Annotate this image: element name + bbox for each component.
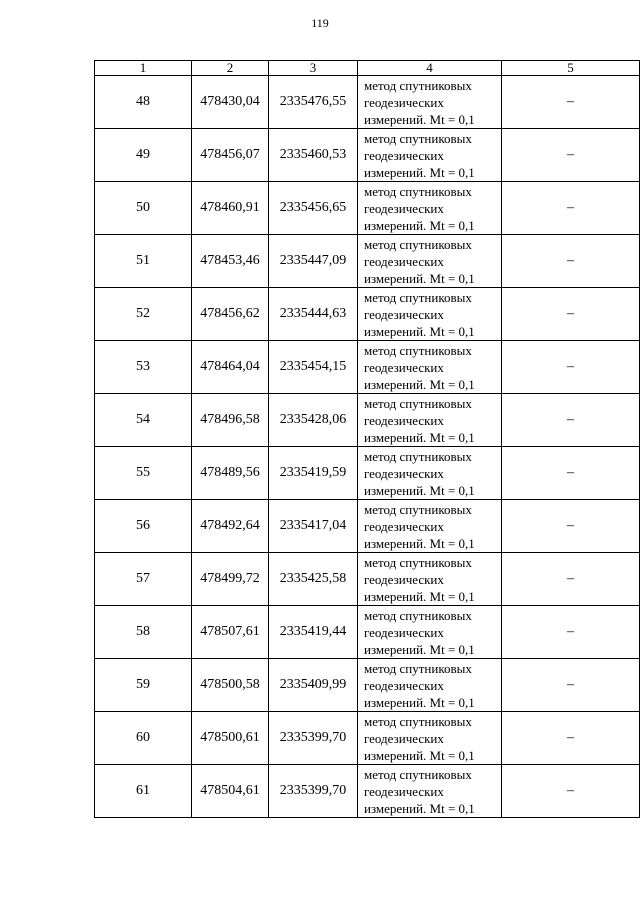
- note-cell: –: [502, 76, 640, 129]
- page-number: 119: [311, 16, 329, 30]
- point-number-cell: 57: [95, 553, 192, 606]
- note-cell: –: [502, 394, 640, 447]
- point-number-cell: 49: [95, 129, 192, 182]
- y-coordinate-cell: 2335454,15: [269, 341, 358, 394]
- y-coordinate-cell: 2335460,53: [269, 129, 358, 182]
- x-coordinate-cell: 478500,61: [192, 712, 269, 765]
- point-number-cell: 60: [95, 712, 192, 765]
- note-cell: –: [502, 182, 640, 235]
- method-cell: метод спутниковых геодезических измерений. Mt = 0,1: [358, 235, 502, 288]
- header-cell-5: 5: [502, 61, 640, 76]
- x-coordinate-cell: 478492,64: [192, 500, 269, 553]
- table-row: [95, 182, 640, 235]
- y-coordinate-cell: 2335419,59: [269, 447, 358, 500]
- method-cell: метод спутниковых геодезических измерений. Mt = 0,1: [358, 447, 502, 500]
- note-cell: –: [502, 288, 640, 341]
- table-row: [95, 553, 640, 606]
- point-number-cell: 53: [95, 341, 192, 394]
- method-cell: метод спутниковых геодезических измерений. Mt = 0,1: [358, 765, 502, 818]
- x-coordinate-cell: 478453,46: [192, 235, 269, 288]
- table-row: [95, 765, 640, 818]
- point-number-cell: 51: [95, 235, 192, 288]
- x-coordinate-cell: 478456,62: [192, 288, 269, 341]
- table-row: [95, 712, 640, 765]
- y-coordinate-cell: 2335447,09: [269, 235, 358, 288]
- note-cell: –: [502, 129, 640, 182]
- x-coordinate-cell: 478504,61: [192, 765, 269, 818]
- y-coordinate-cell: 2335399,70: [269, 712, 358, 765]
- x-coordinate-cell: 478496,58: [192, 394, 269, 447]
- method-cell: метод спутниковых геодезических измерений. Mt = 0,1: [358, 606, 502, 659]
- note-cell: –: [502, 553, 640, 606]
- method-cell: метод спутниковых геодезических измерений. Mt = 0,1: [358, 553, 502, 606]
- table-header-row: [95, 61, 640, 76]
- y-coordinate-cell: 2335456,65: [269, 182, 358, 235]
- table-row: [95, 76, 640, 129]
- header-cell-4: 4: [358, 61, 502, 76]
- header-cell-1: 1: [95, 61, 192, 76]
- note-cell: –: [502, 235, 640, 288]
- table-row: [95, 447, 640, 500]
- y-coordinate-cell: 2335444,63: [269, 288, 358, 341]
- note-cell: –: [502, 500, 640, 553]
- table-row: [95, 394, 640, 447]
- header-cell-2: 2: [192, 61, 269, 76]
- method-cell: метод спутниковых геодезических измерений. Mt = 0,1: [358, 129, 502, 182]
- x-coordinate-cell: 478460,91: [192, 182, 269, 235]
- note-cell: –: [502, 659, 640, 712]
- x-coordinate-cell: 478430,04: [192, 76, 269, 129]
- x-coordinate-cell: 478507,61: [192, 606, 269, 659]
- table-row: [95, 341, 640, 394]
- method-cell: метод спутниковых геодезических измерений. Mt = 0,1: [358, 500, 502, 553]
- y-coordinate-cell: 2335417,04: [269, 500, 358, 553]
- point-number-cell: 61: [95, 765, 192, 818]
- note-cell: –: [502, 341, 640, 394]
- method-cell: метод спутниковых геодезических измерений. Mt = 0,1: [358, 76, 502, 129]
- point-number-cell: 55: [95, 447, 192, 500]
- point-number-cell: 58: [95, 606, 192, 659]
- x-coordinate-cell: 478489,56: [192, 447, 269, 500]
- y-coordinate-cell: 2335399,70: [269, 765, 358, 818]
- point-number-cell: 48: [95, 76, 192, 129]
- method-cell: метод спутниковых геодезических измерений. Mt = 0,1: [358, 182, 502, 235]
- table-row: [95, 235, 640, 288]
- y-coordinate-cell: 2335428,06: [269, 394, 358, 447]
- table-row: [95, 500, 640, 553]
- point-number-cell: 56: [95, 500, 192, 553]
- note-cell: –: [502, 765, 640, 818]
- method-cell: метод спутниковых геодезических измерений. Mt = 0,1: [358, 712, 502, 765]
- table-row: [95, 659, 640, 712]
- method-cell: метод спутниковых геодезических измерений. Mt = 0,1: [358, 394, 502, 447]
- table-row: [95, 606, 640, 659]
- table-row: [95, 288, 640, 341]
- method-cell: метод спутниковых геодезических измерений. Mt = 0,1: [358, 341, 502, 394]
- note-cell: –: [502, 606, 640, 659]
- point-number-cell: 52: [95, 288, 192, 341]
- y-coordinate-cell: 2335425,58: [269, 553, 358, 606]
- point-number-cell: 50: [95, 182, 192, 235]
- y-coordinate-cell: 2335476,55: [269, 76, 358, 129]
- point-number-cell: 54: [95, 394, 192, 447]
- table-row: [95, 129, 640, 182]
- point-number-cell: 59: [95, 659, 192, 712]
- table-body: [95, 61, 640, 818]
- y-coordinate-cell: 2335419,44: [269, 606, 358, 659]
- method-cell: метод спутниковых геодезических измерений. Mt = 0,1: [358, 288, 502, 341]
- x-coordinate-cell: 478456,07: [192, 129, 269, 182]
- x-coordinate-cell: 478499,72: [192, 553, 269, 606]
- x-coordinate-cell: 478464,04: [192, 341, 269, 394]
- header-cell-3: 3: [269, 61, 358, 76]
- x-coordinate-cell: 478500,58: [192, 659, 269, 712]
- note-cell: –: [502, 712, 640, 765]
- y-coordinate-cell: 2335409,99: [269, 659, 358, 712]
- method-cell: метод спутниковых геодезических измерений. Mt = 0,1: [358, 659, 502, 712]
- coordinates-table: [94, 60, 640, 818]
- note-cell: –: [502, 447, 640, 500]
